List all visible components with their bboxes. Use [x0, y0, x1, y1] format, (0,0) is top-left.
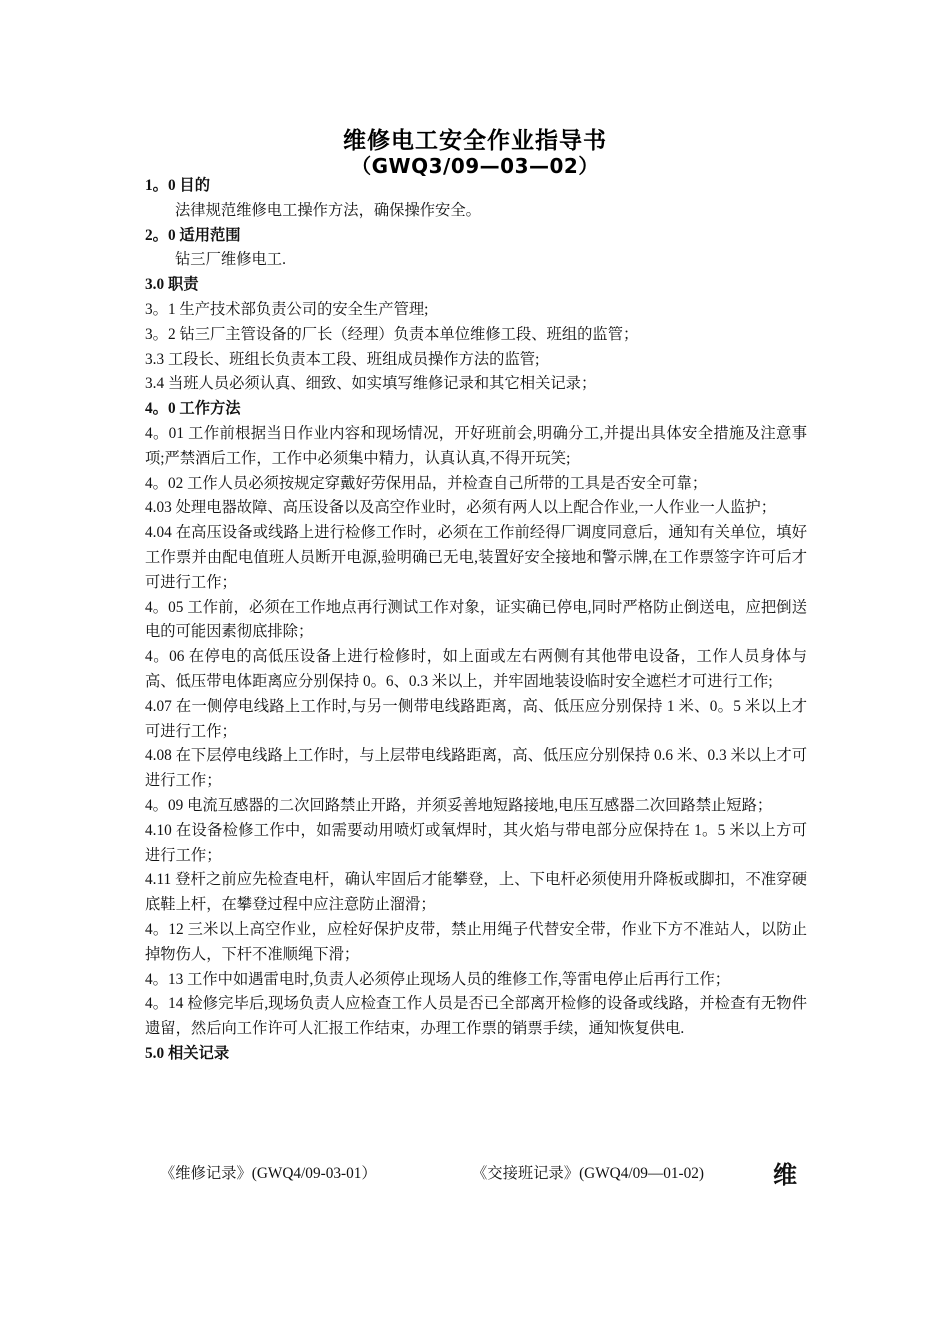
document-body	[145, 174, 807, 1067]
paragraph: 3.3 工段长、班组长负责本工段、班组成员操作方法的监管;	[145, 350, 540, 368]
record-handover: 《交接班记录》(GWQ4/09—01-02)	[472, 1165, 704, 1182]
paragraph: 4.04 在高压设备或线路上进行检修工作时，必须在工作前经得厂调度同意后，通知有关单位，填好工作票并由配电值班人员断开电源,验明确已无电,装置好安全接地和警示牌,在工作票签字许可后才可进行工作；	[145, 524, 807, 591]
paragraph: 4.07 在一侧停电线路上工作时,与另一侧带电线路距离，高、低压应分别保持 1 米、0。5 米以上才可进行工作；	[145, 697, 807, 740]
paragraph: 4。14 检修完毕后,现场负责人应检查工作人员是否已全部离开检修的设备或线路，并检查有无物件遗留，然后向工作许可人汇报工作结束，办理工作票的销票手续，通知恢复供电.	[145, 995, 807, 1038]
paragraph: 4.03 处理电器故障、高压设备以及高空作业时，必须有两人以上配合作业,一人作业一人监护；	[145, 499, 776, 517]
paragraph: 3。2 钻三厂主管设备的厂长（经理）负责本单位维修工段、班组的监管；	[145, 325, 639, 343]
section-heading: 1。0 目的	[145, 177, 211, 194]
paragraph: 4。05 工作前，必须在工作地点再行测试工作对象，证实确已停电,同时严格防止倒送电，应把倒送电的可能因素彻底排除；	[145, 598, 807, 641]
paragraph: 4。13 工作中如遇雷电时,负责人必须停止现场人员的维修工作,等雷电停止后再行工作；	[145, 970, 731, 988]
paragraph: 4.10 在设备检修工作中，如需要动用喷灯或氧焊时，其火焰与带电部分应保持在 1。5 米以上方可进行工作；	[145, 821, 807, 864]
paragraph: 4.11 登杆之前应先检查电杆，确认牢固后才能攀登，上、下电杆必须使用升降板或脚扣，不准穿硬底鞋上杆，在攀登过程中应注意防止溜滑；	[145, 871, 807, 914]
paragraph: 4.08 在下层停电线路上工作时，与上层带电线路距离，高、低压应分别保持 0.6 米、0.3 米以上才可进行工作；	[145, 747, 807, 790]
paragraph: 4。12 三米以上高空作业，应栓好保护皮带，禁止用绳子代替安全带，作业下方不准站人，以防止掉物伤人，下杆不准顺绳下滑；	[145, 920, 807, 963]
trailing-character: 维	[773, 1161, 797, 1189]
section-heading: 2。0 适用范围	[145, 226, 241, 244]
paragraph: 3.4 当班人员必须认真、细致、如实填写维修记录和其它相关记录；	[145, 375, 597, 393]
paragraph: 法律规范维修电工操作方法，确保操作安全。	[175, 201, 481, 219]
record-maintenance: 《维修记录》(GWQ4/09-03-01）	[160, 1165, 377, 1182]
document-code: （GWQ3/09—03—02）	[351, 154, 599, 178]
paragraph: 4。02 工作人员必须按规定穿戴好劳保用品，并检查自己所带的工具是否安全可靠；	[145, 474, 708, 492]
paragraph: 4。01 工作前根据当日作业内容和现场情况，开好班前会,明确分工,并提出具体安全措施及注意事项;严禁酒后工作，工作中必须集中精力，认真认真,不得开玩笑;	[145, 424, 807, 467]
paragraph: 4。09 电流互感器的二次回路禁止开路，并须妥善地短路接地,电压互感器二次回路禁止短路；	[145, 796, 773, 814]
paragraph: 钻三厂维修电工.	[175, 251, 286, 269]
section-heading: 4。0 工作方法	[145, 400, 241, 418]
document-title: 维修电工安全作业指导书	[343, 128, 607, 154]
paragraph: 3。1 生产技术部负责公司的安全生产管理;	[145, 300, 429, 318]
paragraph: 4。06 在停电的高低压设备上进行检修时，如上面或左右两侧有其他带电设备，工作人员身体与高、低压带电体距离应分别保持 0。6、0.3 米以上，并牢固地装设临时安全遮栏才可进行工作;	[145, 648, 807, 690]
section-heading: 5.0 相关记录	[145, 1044, 230, 1062]
related-records	[0, 1161, 950, 1191]
section-heading: 3.0 职责	[145, 276, 199, 294]
